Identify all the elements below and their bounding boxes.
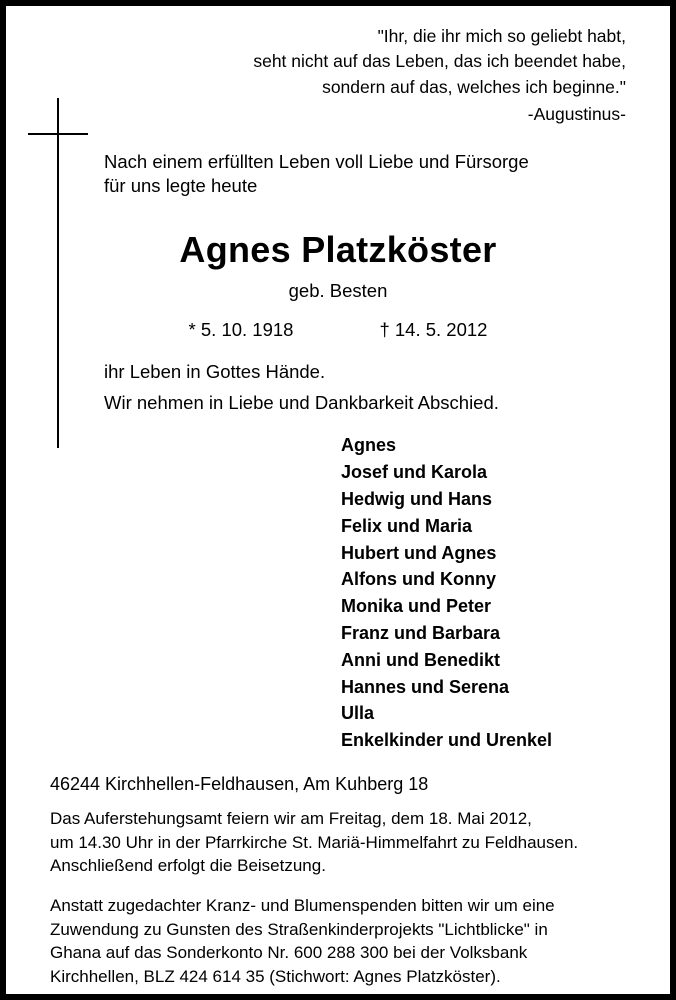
quote-line-2: seht nicht auf das Leben, das ich beendet habe, [253, 51, 626, 72]
list-item: Hubert und Agnes [341, 542, 497, 563]
list-item: Ulla [341, 703, 375, 724]
death-date: † 14. 5. 2012 [379, 318, 488, 340]
obituary-content [6, 6, 670, 994]
address-line: 46244 Kirchhellen-Feldhausen, Am Kuhberg 18 [50, 774, 429, 795]
service-details [50, 807, 628, 877]
lead-text [104, 150, 648, 199]
list-item: Josef und Karola [341, 462, 488, 483]
quote-author: -Augustinus- [527, 104, 626, 125]
list-item: Agnes [341, 435, 397, 456]
list-item: Monika und Peter [341, 596, 492, 617]
closing-line-2: Wir nehmen in Liebe und Dankbarkeit Abschied. [104, 391, 499, 413]
cross-icon [28, 98, 88, 448]
list-item: Hannes und Serena [341, 676, 510, 697]
donation-request [50, 894, 628, 988]
list-item: Alfons und Konny [341, 569, 496, 590]
birth-date: * 5. 10. 1918 [188, 318, 294, 340]
closing-line-1: ihr Leben in Gottes Hände. [104, 360, 326, 382]
donation-line-2: Zuwendung zu Gunsten des Straßenkinderprojekts "Lichtblicke" in [50, 919, 548, 939]
list-item: Anni und Benedikt [341, 649, 500, 670]
list-item: Hedwig und Hans [341, 488, 493, 509]
list-item: Felix und Maria [341, 515, 473, 536]
donation-line-4: Kirchhellen, BLZ 424 614 35 (Stichwort: Agnes Platzköster). [50, 966, 501, 986]
closing-text [104, 359, 648, 417]
list-item: Enkelkinder und Urenkel [341, 730, 553, 751]
service-line-2: um 14.30 Uhr in der Pfarrkirche St. Mariä-Himmelfahrt zu Feldhausen. [50, 832, 579, 852]
donation-line-1: Anstatt zugedachter Kranz- und Blumenspenden bitten wir um eine [50, 896, 555, 916]
service-line-3: Anschließend erfolgt die Beisetzung. [50, 855, 326, 875]
cross-horizontal-bar [28, 133, 88, 135]
service-line-1: Das Auferstehungsamt feiern wir am Freitag, dem 18. Mai 2012, [50, 809, 532, 829]
list-item: Franz und Barbara [341, 623, 501, 643]
life-dates [104, 319, 572, 341]
quote-line-1: "Ihr, die ihr mich so geliebt habt, [377, 26, 626, 46]
lead-line-2: für uns legte heute [104, 175, 258, 197]
quote-line-3: sondern auf das, welches ich beginne." [322, 76, 626, 97]
deceased-name: Agnes Platzköster [179, 228, 497, 270]
deceased-maiden-name: geb. Besten [288, 279, 388, 301]
quote-block [28, 20, 648, 128]
lead-line-1: Nach einem erfüllten Leben voll Liebe und Fürsorge [104, 150, 529, 172]
mourners-list [341, 432, 648, 754]
cross-vertical-bar [57, 98, 59, 448]
donation-line-3: Ghana auf das Sonderkonto Nr. 600 288 300 bei der Volksbank [50, 943, 528, 963]
